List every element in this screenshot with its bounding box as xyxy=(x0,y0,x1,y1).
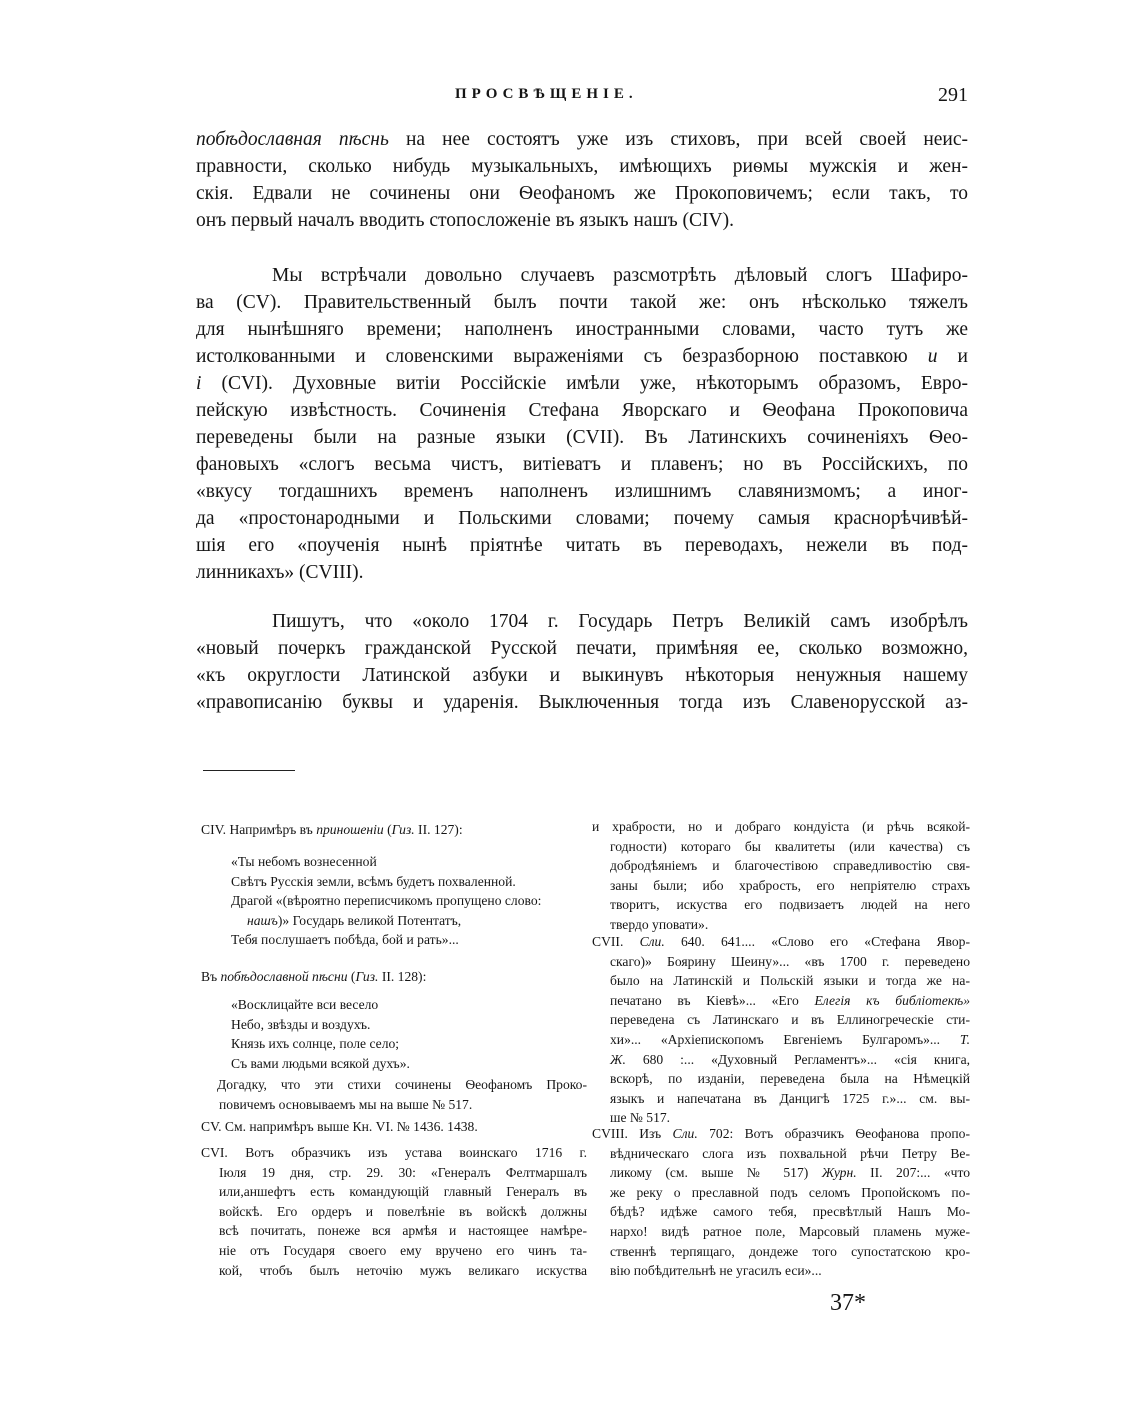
text-line: вскорѣ, по изданіи, переведена была на Нѣмецкій xyxy=(610,1071,970,1087)
paragraph-3 xyxy=(196,608,968,716)
text-line: Небо, звѣзды и воздухъ. xyxy=(231,1016,371,1032)
text-line: ніе отъ Государя своего ему вручено его чинъ та- xyxy=(219,1242,587,1258)
text-line: нашъ)» Государь великой Потентатъ, xyxy=(247,912,462,928)
text-line: печатано въ Кіевѣ»... «Его Елегія къ библіотекѣ» xyxy=(610,992,970,1008)
italic-text: и xyxy=(927,346,938,367)
text-line: твердо уповати». xyxy=(610,916,709,932)
paragraph-2 xyxy=(196,262,968,586)
text-line: скія. Едвали не сочинены они Ѳеофаномъ же Прокоповичемъ; если такъ, то xyxy=(196,183,968,204)
text-line: Свѣтъ Русскія земли, всѣмъ будетъ похваленной. xyxy=(231,873,516,889)
text-line: линникахъ» (CVIII). xyxy=(196,562,364,583)
italic-text: нашъ xyxy=(247,912,278,928)
text-line: Князь ихъ солнце, поле село; xyxy=(231,1036,400,1052)
text-line: Драгой «(вѣроятно переписчикомъ пропущено слово: xyxy=(231,893,542,909)
text-line: войскѣ. Его ордеръ и повелѣніе въ войскѣ должны xyxy=(219,1203,587,1219)
text-line: CVI. Вотъ образчикъ изъ устава воинскаго 1716 г. xyxy=(201,1145,587,1160)
text-line: ва (CV). Правительственный былъ почти такой же: онъ нѣсколько тяжелъ xyxy=(196,292,968,313)
text-line: «вкусу тогдашнихъ временъ наполненъ излишнимъ славянизмомъ; а иног- xyxy=(196,481,968,502)
text-line: CIV. Напримѣръ въ приношеніи (Гиз. II. 127): xyxy=(201,822,463,837)
text-line: хи»... «Архіепископомъ Евгеніемъ Булгаромъ»... Т. xyxy=(610,1031,970,1047)
text-line: CVIII. Изъ Сли. 702: Вотъ образчикъ Ѳеофанова пропо- xyxy=(592,1126,970,1141)
text-line: годности) котораго бы квалитеты (или качества) съ xyxy=(610,838,970,854)
italic-text: і xyxy=(196,373,202,394)
text-line: кой, чтобъ былъ неточію мужъ великаго искуства xyxy=(219,1262,587,1278)
italic-text: Ж. xyxy=(610,1051,626,1067)
footnote-cviii xyxy=(592,1124,970,1281)
text-line: шія его «поученія нынѣ пріятнѣе читать въ переводахъ, нежели въ под- xyxy=(196,535,968,556)
italic-text: приношеніи xyxy=(316,822,384,837)
text-line: побѣдославная пѣснь на нее состоятъ уже изъ стиховъ, при всей своей неис- xyxy=(196,129,968,150)
text-line: ликому (см. выше № 517) Журн. II. 207:... «что xyxy=(610,1165,970,1181)
text-line: ше № 517. xyxy=(610,1110,671,1126)
text-line: CV. См. напримѣръ выше Кн. VI. № 1436. 1438. xyxy=(201,1119,478,1134)
text-line: истолкованными и словенскими выраженіями съ безразборною поставкою и и xyxy=(196,346,968,367)
text-line: переведена съ Латинскаго и въ Еллиногреческіе сти- xyxy=(610,1012,970,1028)
italic-text: Т. xyxy=(959,1031,970,1047)
text-line: CVII. Сли. 640. 641.... «Слово его «Стефана Явор- xyxy=(592,934,970,949)
text-line: правности, сколько нибудь музыкальныхъ, имѣющихъ риѳмы мужскія и жен- xyxy=(196,156,968,177)
italic-text: побѣдославной пѣсни xyxy=(220,969,348,984)
footnote-civ-heading-2 xyxy=(201,967,587,987)
italic-text: Сли. xyxy=(672,1126,698,1141)
text-line: і (CVI). Духовные витіи Россійскіе имѣли уже, нѣкоторымъ образомъ, Евро- xyxy=(196,373,968,394)
text-line: «правописанію буквы и ударенія. Выключенныя тогда изъ Славенорусской аз- xyxy=(196,692,968,713)
italic-text: Гиз. xyxy=(391,822,415,837)
footnote-cvi xyxy=(201,1143,587,1280)
italic-text: Журн. xyxy=(821,1165,857,1181)
text-line: фановыхъ «слогъ весьма чистъ, витіеватъ и плавенъ; но въ Россійскихъ, по xyxy=(196,454,968,475)
italic-text: Сли. xyxy=(639,934,665,949)
footnote-civ-heading xyxy=(201,820,587,840)
text-line: переведены были на разные языки (CVII). Въ Латинскихъ сочиненіяхъ Ѳео- xyxy=(196,427,968,448)
italic-text: побѣдославная пѣснь xyxy=(196,129,389,150)
text-line: скаго)» Боярину Шеину»... «въ 1700 г. переведено xyxy=(610,953,970,969)
text-line: вію побѣдительнѣ не угасилъ еси»... xyxy=(610,1263,822,1279)
text-line: добродѣяніемъ и благочестівою справедливостію свя- xyxy=(610,858,970,874)
page-number: 291 xyxy=(938,84,968,106)
footnote-civ-verse-1 xyxy=(201,852,587,950)
text-line: повичемъ основываемъ мы на выше № 517. xyxy=(219,1096,473,1112)
text-line: онъ первый началъ вводить стопосложеніе въ языкъ нашъ (CIV). xyxy=(196,210,734,231)
text-line: Ж. 680 :... «Духовный Регламентъ»... «сія книга, xyxy=(610,1051,970,1067)
text-line: пейскую извѣстность. Сочиненія Стефана Яворскаго и Ѳеофана Прокоповича xyxy=(196,400,968,421)
text-line: Пишутъ, что «около 1704 г. Государь Петръ Великій самъ изобрѣлъ xyxy=(272,611,968,632)
text-line: да «простонародными и Польскими словами; почему самыя краснорѣчивѣй- xyxy=(196,508,968,529)
paragraph-1 xyxy=(196,126,968,234)
text-line: бѣдѣ? идѣже самого тебя, пресвѣтлый Нашъ Мо- xyxy=(610,1204,970,1220)
text-line: всѣ почитать, понеже вся армѣя и настоящее намѣре- xyxy=(219,1223,587,1239)
italic-text: Гиз. xyxy=(355,969,379,984)
text-line: Догадку, что эти стихи сочинены Ѳеофаномъ Проко- xyxy=(217,1077,587,1092)
signature-mark: 37* xyxy=(830,1290,866,1316)
footnote-cv xyxy=(201,1117,587,1137)
text-line: Въ побѣдославной пѣсни (Гиз. II. 128): xyxy=(201,969,427,984)
text-line: же реку о преславной подъ селомъ Пропойскомъ по- xyxy=(610,1184,970,1200)
text-line: языкъ и напечатана въ Данцигѣ 1725 г.»... см. вы- xyxy=(610,1090,970,1106)
text-line: или,аншефтъ есть командующій главный Генералъ въ xyxy=(219,1184,587,1200)
text-line: было на Латинскій и Польскій языки и тогда же на- xyxy=(610,973,970,989)
footnote-cvii xyxy=(592,932,970,1128)
text-line: нархо! видѣ ратное поле, Марсовый пламень муже- xyxy=(610,1223,970,1239)
text-line: Мы встрѣчали довольно случаевъ разсмотрѣть дѣловый слогъ Шафиро- xyxy=(272,265,968,286)
text-line: вѣдническаго слога изъ похвальной рѣчи Петру Ве- xyxy=(610,1145,970,1161)
text-line: Съ вами людьми всякой духъ». xyxy=(231,1055,410,1071)
italic-text: Елегія къ библіотекѣ» xyxy=(814,992,970,1008)
text-line: Іюля 19 дня, стр. 29. 30: «Генералъ Фелтмаршалъ xyxy=(219,1164,587,1180)
footnote-civ-verse-2 xyxy=(201,995,587,1073)
text-line: «новый почеркъ гражданской Русской печати, примѣняя ее, сколько возможно, xyxy=(196,638,968,659)
running-title: ПРОСВѢЩЕНІЕ. xyxy=(455,86,638,102)
text-line: «къ округлости Латинской азбуки и выкинувъ нѣкоторыя ненужныя нашему xyxy=(196,665,968,686)
text-line: Тебя послушаетъ побѣда, бой и рать»... xyxy=(231,932,459,948)
text-line: для нынѣшняго времени; наполненъ иностранными словами, часто тутъ же xyxy=(196,319,968,340)
text-line: «Ты небомъ вознесенной xyxy=(231,854,377,869)
text-line: ственнѣ терпящаго, дондеже того супостатскою кро- xyxy=(610,1243,970,1259)
text-line: «Восклицайте вси весело xyxy=(231,997,379,1012)
footnote-civ-note xyxy=(201,1075,587,1114)
footnote-cvi-continued xyxy=(592,817,970,935)
footnote-separator xyxy=(203,770,295,771)
text-line: заны были; ибо храбрость, его непріятелю страхъ xyxy=(610,877,970,893)
text-line: творитъ, искуства его подвизаетъ людей на него xyxy=(610,897,970,913)
text-line: и храбрости, но и добраго кондуіста (и рѣчь всякой- xyxy=(592,819,970,834)
